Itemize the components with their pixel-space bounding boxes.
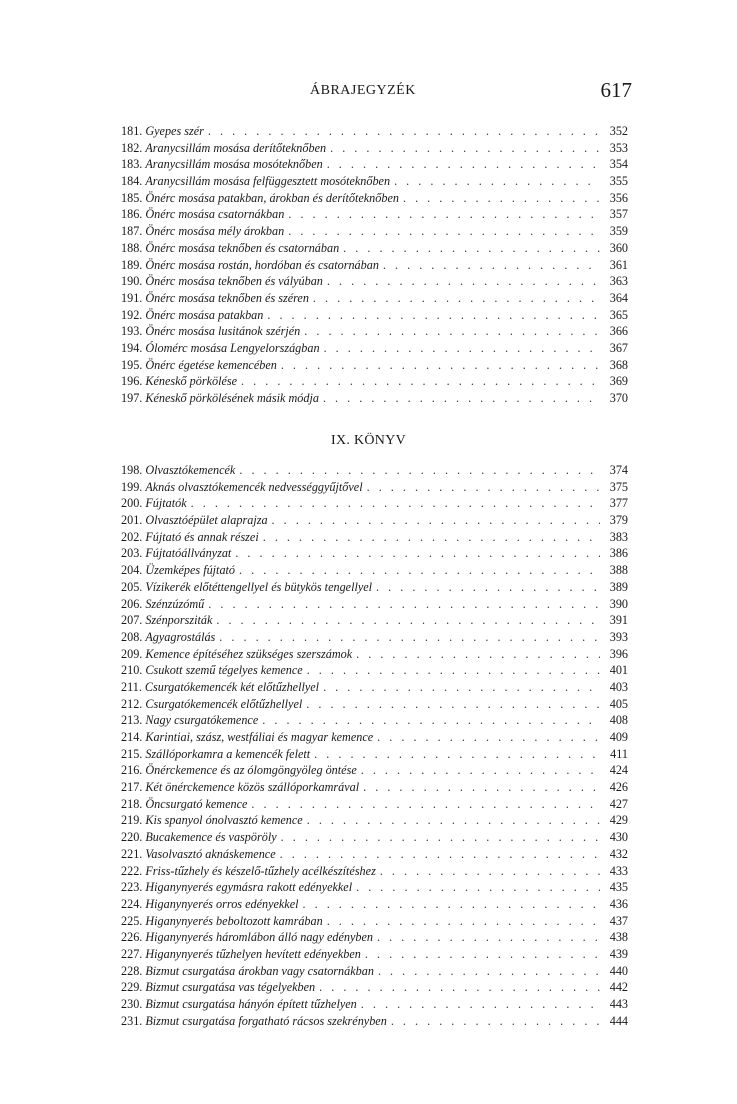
running-head <box>120 78 632 108</box>
list-item <box>121 562 628 579</box>
figure-page-number: 389 <box>609 579 628 594</box>
figure-page-number: 374 <box>609 463 628 477</box>
figure-title: Vízikerék előtéttengellyel és bütykös tengellyel <box>145 579 373 594</box>
figure-page-number: 439 <box>609 946 628 961</box>
list-item <box>121 779 628 796</box>
dot-leader <box>304 323 600 340</box>
figure-number: 191. <box>121 290 143 305</box>
figure-page-number: 356 <box>609 190 628 205</box>
figure-number: 184. <box>121 174 143 189</box>
figure-title: Fújtatóállványzat <box>145 546 232 561</box>
figure-page-number: 424 <box>609 763 628 778</box>
figure-title: Szállóporkamra a kemencék felett <box>145 746 311 761</box>
dot-leader <box>356 879 600 896</box>
dot-leader <box>241 373 600 390</box>
list-item <box>121 173 628 190</box>
figure-number: 205. <box>121 579 143 594</box>
figure-page-number: 354 <box>609 157 628 172</box>
list-item <box>121 307 628 324</box>
figure-page-number: 401 <box>609 663 628 678</box>
figure-number: 188. <box>121 240 143 255</box>
list-item <box>121 390 628 407</box>
figure-title: Kemence építéséhez szükséges szerszámok <box>145 646 353 661</box>
figure-title: Nagy csurgatókemence <box>145 713 259 728</box>
figure-title: Önérc mosása teknőben és széren <box>145 290 309 305</box>
figure-title: Olvasztókemencék <box>145 463 236 477</box>
figure-list-part-two <box>121 462 628 1029</box>
figure-number: 196. <box>121 374 143 389</box>
figure-number: 181. <box>121 124 143 138</box>
list-item <box>121 996 628 1013</box>
figure-title: Aranycsillám mosása mosóteknőben <box>145 157 323 172</box>
figure-page-number: 436 <box>609 896 628 911</box>
dot-leader <box>208 123 600 140</box>
list-item <box>121 140 628 157</box>
figure-title: Üzemképes fújtató <box>145 563 236 578</box>
dot-leader <box>330 140 600 157</box>
figure-page-number: 411 <box>610 746 628 761</box>
figure-number: 206. <box>121 596 143 611</box>
list-item <box>121 646 628 663</box>
figure-page-number: 442 <box>609 980 628 995</box>
figure-title: Ólomérc mosása Lengyelországban <box>145 340 320 355</box>
figure-title: Két önérckemence közös szállóporkamrával <box>145 780 360 795</box>
figure-page-number: 386 <box>609 546 628 561</box>
dot-leader <box>324 340 600 357</box>
dot-leader <box>323 390 600 407</box>
figure-number: 183. <box>121 157 143 172</box>
dot-leader <box>363 779 600 796</box>
list-item <box>121 223 628 240</box>
dot-leader <box>272 512 600 529</box>
dot-leader <box>327 273 600 290</box>
figure-page-number: 388 <box>609 563 628 578</box>
figure-title: Önérc mosása rostán, hordóban és csatornában <box>145 257 379 272</box>
dot-leader <box>378 963 600 980</box>
list-item <box>121 629 628 646</box>
figure-title: Önérc mosása csatornákban <box>145 207 285 222</box>
figure-page-number: 430 <box>609 830 628 845</box>
dot-leader <box>307 812 600 829</box>
figure-number: 189. <box>121 257 143 272</box>
figure-number: 229. <box>121 980 143 995</box>
figure-page-number: 368 <box>609 357 628 372</box>
dot-leader <box>267 307 600 324</box>
figure-page-number: 352 <box>609 124 628 138</box>
figure-number: 195. <box>121 357 143 372</box>
figure-page-number: 429 <box>609 813 628 828</box>
figure-title: Önérc mosása mély árokban <box>145 224 285 239</box>
figure-page-number: 367 <box>609 340 628 355</box>
list-item <box>121 879 628 896</box>
figure-number: 199. <box>121 479 143 494</box>
list-item <box>121 929 628 946</box>
figure-title: Kéneskő pörkölésének másik módja <box>145 391 319 405</box>
figure-page-number: 405 <box>609 696 628 711</box>
dot-leader <box>191 495 600 512</box>
page-number: 617 <box>600 78 632 102</box>
figure-title: Vasolvasztó aknáskemence <box>145 846 276 861</box>
figure-number: 202. <box>121 529 143 544</box>
figure-number: 207. <box>121 613 143 628</box>
dot-leader <box>263 529 600 546</box>
dot-leader <box>377 729 600 746</box>
list-item <box>121 913 628 930</box>
figure-number: 214. <box>121 730 143 744</box>
dot-leader <box>356 646 600 663</box>
figure-number: 215. <box>121 746 143 761</box>
dot-leader <box>365 946 600 963</box>
figure-number: 200. <box>121 496 143 511</box>
list-item <box>121 963 628 980</box>
figure-number: 226. <box>121 930 143 945</box>
figure-page-number: 433 <box>609 863 628 878</box>
figure-page-number: 426 <box>609 780 628 795</box>
figure-number: 197. <box>121 391 143 405</box>
figure-title: Aranycsillám mosása derítőteknőben <box>145 140 327 155</box>
figure-page-number: 383 <box>609 529 628 544</box>
dot-leader <box>314 746 600 763</box>
figure-title: Agyagrostálás <box>145 629 216 644</box>
figure-number: 201. <box>121 513 143 528</box>
figure-page-number: 379 <box>609 513 628 528</box>
figure-page-number: 427 <box>609 796 628 811</box>
figure-title: Higanynyerés tűzhelyen hevített edényekben <box>145 946 361 961</box>
figure-page-number: 393 <box>609 629 628 644</box>
figure-page-number: 443 <box>609 997 628 1011</box>
figure-number: 225. <box>121 913 143 928</box>
dot-leader <box>239 562 600 579</box>
figure-title: Önérc mosása patakban, árokban és derítőteknőben <box>145 190 399 205</box>
figure-number: 194. <box>121 340 143 355</box>
dot-leader <box>380 863 600 880</box>
dot-leader <box>377 929 600 946</box>
figure-number: 230. <box>121 997 143 1011</box>
dot-leader <box>376 579 600 596</box>
dot-leader <box>307 662 600 679</box>
figure-page-number: 369 <box>609 374 628 389</box>
figure-page-number: 361 <box>609 257 628 272</box>
list-item <box>121 545 628 562</box>
figure-title: Kis spanyol ónolvasztó kemence <box>145 813 303 828</box>
dot-leader <box>281 357 600 374</box>
figure-page-number: 359 <box>609 224 628 239</box>
dot-leader <box>403 190 600 207</box>
list-item <box>121 1013 628 1030</box>
figure-title: Karintiai, szász, westfáliai és magyar kemence <box>145 730 374 744</box>
figure-title: Fújtató és annak részei <box>145 529 259 544</box>
figure-title: Szénzúzómű <box>145 596 205 611</box>
figure-title: Friss-tűzhely és készelő-tűzhely acélkészítéshez <box>145 863 376 878</box>
figure-page-number: 355 <box>609 174 628 189</box>
list-item <box>121 662 628 679</box>
figure-number: 213. <box>121 713 143 728</box>
dot-leader <box>323 679 600 696</box>
list-item <box>121 596 628 613</box>
list-item <box>121 240 628 257</box>
list-item <box>121 863 628 880</box>
figure-number: 208. <box>121 629 143 644</box>
figure-title: Szénporsziták <box>145 613 213 628</box>
figure-page-number: 360 <box>609 240 628 255</box>
figure-page-number: 366 <box>609 324 628 339</box>
figure-number: 216. <box>121 763 143 778</box>
list-item <box>121 729 628 746</box>
dot-leader <box>319 979 600 996</box>
figure-title: Higanynyerés orros edényekkel <box>145 896 299 911</box>
dot-leader <box>313 290 600 307</box>
figure-number: 192. <box>121 307 143 322</box>
figure-number: 204. <box>121 563 143 578</box>
figure-page-number: 370 <box>609 391 628 405</box>
figure-number: 211. <box>121 679 142 694</box>
figure-title: Fújtatók <box>145 496 187 511</box>
figure-number: 223. <box>121 880 143 895</box>
figure-number: 198. <box>121 463 143 477</box>
figure-title: Bucakemence és vaspöröly <box>145 830 277 845</box>
figure-page-number: 435 <box>609 880 628 895</box>
list-item <box>121 123 628 140</box>
list-item <box>121 696 628 713</box>
figure-number: 193. <box>121 324 143 339</box>
figure-page-number: 357 <box>609 207 628 222</box>
figure-number: 185. <box>121 190 143 205</box>
list-item <box>121 462 628 479</box>
figure-page-number: 363 <box>609 274 628 289</box>
list-item <box>121 679 628 696</box>
figure-title: Csurgatókemencék két előtűzhellyel <box>144 679 320 694</box>
figure-number: 212. <box>121 696 143 711</box>
list-item <box>121 746 628 763</box>
figure-title: Bizmut csurgatása forgatható rácsos szekrényben <box>145 1013 387 1028</box>
dot-leader <box>235 545 600 562</box>
list-item <box>121 290 628 307</box>
list-item <box>121 796 628 813</box>
figure-title: Öncsurgató kemence <box>145 796 248 811</box>
list-item <box>121 190 628 207</box>
figure-number: 222. <box>121 863 143 878</box>
dot-leader <box>280 846 600 863</box>
dot-leader <box>306 696 600 713</box>
figure-page-number: 391 <box>609 613 628 628</box>
dot-leader <box>383 257 600 274</box>
figure-number: 187. <box>121 224 143 239</box>
list-item <box>121 762 628 779</box>
figure-page-number: 375 <box>609 479 628 494</box>
figure-number: 219. <box>121 813 143 828</box>
list-item <box>121 612 628 629</box>
figure-page-number: 377 <box>609 496 628 511</box>
dot-leader <box>239 462 600 479</box>
list-item <box>121 946 628 963</box>
figure-title: Kéneskő pörkölése <box>145 374 238 389</box>
dot-leader <box>327 913 600 930</box>
dot-leader <box>288 223 600 240</box>
running-title: ÁBRAJEGYZÉK <box>310 83 416 98</box>
list-item <box>121 512 628 529</box>
figure-number: 217. <box>121 780 143 795</box>
list-item <box>121 529 628 546</box>
figure-number: 190. <box>121 274 143 289</box>
list-item <box>121 323 628 340</box>
dot-leader <box>288 206 600 223</box>
list-item <box>121 206 628 223</box>
figure-list-part-one <box>121 123 628 407</box>
figure-number: 231. <box>121 1013 143 1028</box>
list-item <box>121 896 628 913</box>
figure-page-number: 438 <box>609 930 628 945</box>
figure-title: Bizmut csurgatása árokban vagy csatornákban <box>145 963 374 978</box>
figure-title: Higanynyerés egymásra rakott edényekkel <box>145 880 353 895</box>
figure-title: Bizmut csurgatása hányón épített tűzhelyen <box>145 997 357 1011</box>
list-item <box>121 829 628 846</box>
dot-leader <box>216 612 600 629</box>
list-item <box>121 373 628 390</box>
figure-title: Csukott szemű tégelyes kemence <box>145 663 303 678</box>
figure-title: Önérc mosása teknőben és csatornában <box>145 240 340 255</box>
figure-title: Önérckemence és az ólomgöngyöleg öntése <box>145 763 357 778</box>
figure-title: Higanynyerés beboltozott kamrában <box>145 913 323 928</box>
figure-title: Gyepes szér <box>145 124 204 138</box>
figure-title: Higanynyerés háromlábon álló nagy edényben <box>145 930 373 945</box>
list-item <box>121 979 628 996</box>
list-item <box>121 712 628 729</box>
dot-leader <box>361 996 600 1013</box>
figure-number: 228. <box>121 963 143 978</box>
figure-page-number: 396 <box>609 646 628 661</box>
figure-page-number: 409 <box>609 730 628 744</box>
figure-title: Olvasztóépület alaprajza <box>145 513 268 528</box>
section-heading: IX. KÖNYV <box>330 433 407 448</box>
figure-number: 221. <box>121 846 143 861</box>
figure-number: 210. <box>121 663 143 678</box>
figure-page-number: 444 <box>609 1013 628 1028</box>
figure-title: Aranycsillám mosása felfüggesztett mosóteknőben <box>145 174 391 189</box>
dot-leader <box>251 796 600 813</box>
list-item <box>121 495 628 512</box>
figure-number: 220. <box>121 830 143 845</box>
figure-title: Önérc égetése kemencében <box>145 357 277 372</box>
list-item <box>121 357 628 374</box>
dot-leader <box>281 829 600 846</box>
figure-page-number: 353 <box>609 140 628 155</box>
figure-page-number: 408 <box>609 713 628 728</box>
dot-leader <box>303 896 600 913</box>
list-item <box>121 479 628 496</box>
figure-page-number: 403 <box>609 679 628 694</box>
figure-number: 209. <box>121 646 143 661</box>
dot-leader <box>361 762 600 779</box>
figure-number: 182. <box>121 140 143 155</box>
figure-page-number: 440 <box>609 963 628 978</box>
figure-title: Önérc mosása teknőben és vályúban <box>145 274 323 289</box>
figure-title: Aknás olvasztókemencék nedvességgyűjtővel <box>145 479 363 494</box>
list-item <box>121 156 628 173</box>
dot-leader <box>343 240 600 257</box>
dot-leader <box>262 712 600 729</box>
dot-leader <box>327 156 600 173</box>
figure-title: Önérc mosása lusitánok szérjén <box>145 324 301 339</box>
figure-number: 186. <box>121 207 143 222</box>
figure-page-number: 437 <box>609 913 628 928</box>
figure-title: Bizmut csurgatása vas tégelyekben <box>145 980 316 995</box>
figure-title: Önérc mosása patakban <box>145 307 264 322</box>
figure-page-number: 432 <box>609 846 628 861</box>
list-item <box>121 579 628 596</box>
figure-page-number: 390 <box>609 596 628 611</box>
figure-title: Csurgatókemencék előtűzhellyel <box>145 696 303 711</box>
figure-page-number: 365 <box>609 307 628 322</box>
figure-page-number: 364 <box>609 290 628 305</box>
list-item <box>121 257 628 274</box>
list-item <box>121 846 628 863</box>
dot-leader <box>394 173 600 190</box>
figure-number: 203. <box>121 546 143 561</box>
dot-leader <box>208 596 600 613</box>
figure-number: 227. <box>121 946 143 961</box>
figure-number: 224. <box>121 896 143 911</box>
list-item <box>121 340 628 357</box>
figure-number: 218. <box>121 796 143 811</box>
list-item <box>121 812 628 829</box>
dot-leader <box>219 629 600 646</box>
list-item <box>121 273 628 290</box>
dot-leader <box>367 479 600 496</box>
dot-leader <box>391 1013 600 1030</box>
